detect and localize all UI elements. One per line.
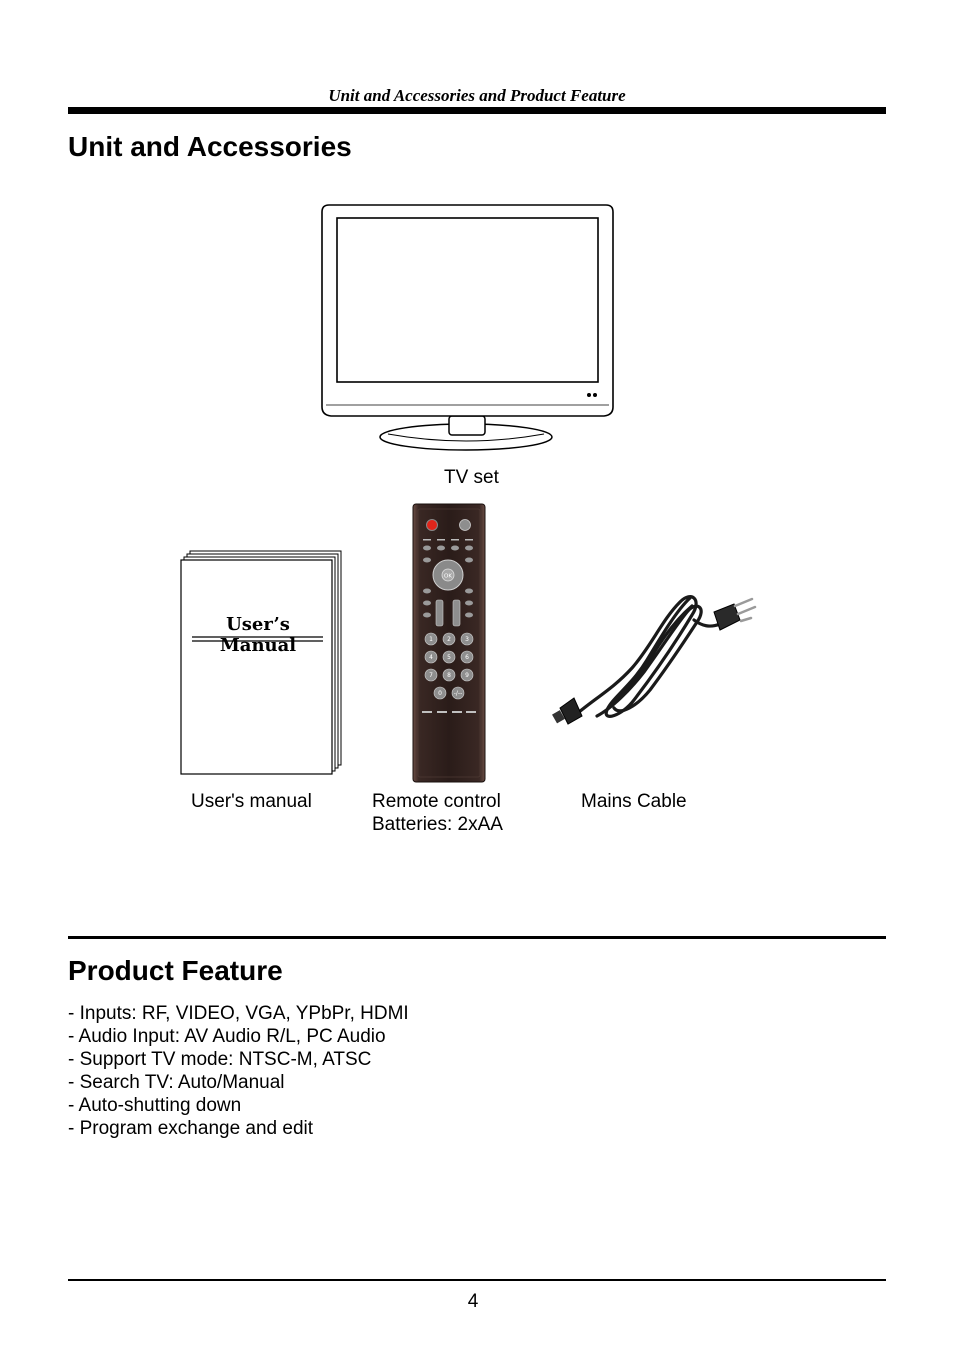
remote-key-label: 2	[447, 636, 451, 643]
manual-pages-icon	[180, 548, 345, 778]
section-divider	[68, 936, 886, 939]
remote-key-label: 1	[429, 636, 433, 643]
cable-caption: Mains Cable	[581, 791, 687, 812]
remote-key-label: 9	[465, 672, 469, 679]
list-item: - Support TV mode: NTSC-M, ATSC	[68, 1049, 372, 1070]
remote-control-illustration	[412, 503, 486, 783]
manual-cover-title: User’s Manual	[219, 614, 297, 656]
list-item: - Search TV: Auto/Manual	[68, 1072, 285, 1093]
list-item: - Audio Input: AV Audio R/L, PC Audio	[68, 1026, 386, 1047]
feature-list	[68, 1002, 409, 1140]
list-item: - Auto-shutting down	[68, 1095, 242, 1116]
remote-key-label: 4	[429, 654, 433, 661]
remote-key-label: 6	[465, 654, 469, 661]
mains-cable-illustration	[552, 590, 758, 732]
footer-rule	[68, 1279, 886, 1281]
unit-section-heading: Unit and Accessories	[68, 131, 352, 162]
page-number: 4	[467, 1291, 479, 1312]
list-item: - Inputs: RF, VIDEO, VGA, YPbPr, HDMI	[68, 1003, 409, 1024]
remote-caption-line2: Batteries: 2xAA	[372, 814, 503, 835]
users-manual-illustration	[180, 548, 345, 778]
remote-key-label: 5	[447, 654, 451, 661]
tv-set-illustration	[318, 202, 618, 457]
remote-key-label: 0	[438, 690, 442, 697]
power-button-icon	[427, 520, 438, 531]
remote-key-label: -/--	[453, 690, 463, 697]
manual-caption: User's manual	[191, 791, 312, 812]
running-header: Unit and Accessories and Product Feature	[328, 86, 626, 105]
tv-caption: TV set	[444, 467, 499, 488]
remote-key-label: 3	[465, 636, 469, 643]
remote-caption-line1: Remote control	[372, 791, 501, 812]
list-item: - Program exchange and edit	[68, 1118, 314, 1139]
remote-key-label: 7	[429, 672, 433, 679]
feature-section-heading: Product Feature	[68, 955, 283, 986]
remote-key-label: 8	[447, 672, 451, 679]
header-rule	[68, 107, 886, 114]
ok-key-label: OK	[444, 573, 452, 580]
